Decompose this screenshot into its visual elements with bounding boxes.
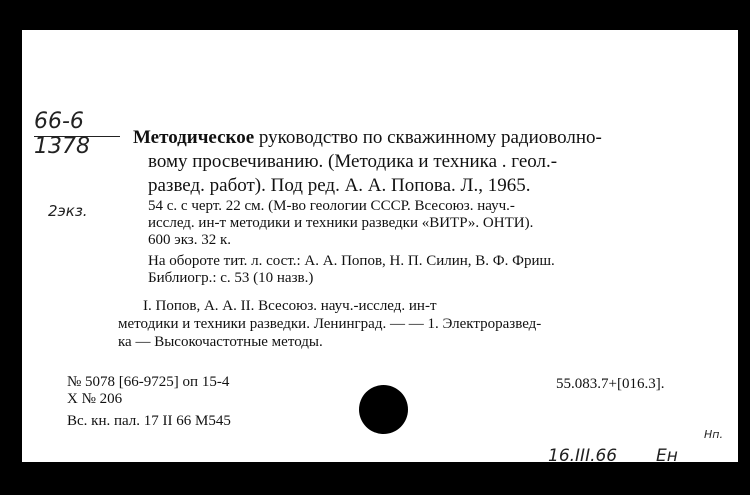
physical-line-1: 54 с. с черт. 22 см. (М-во геологии СССР. Всесоюз. науч.- — [148, 198, 515, 214]
shelfmark-top: 66-6 — [34, 109, 84, 134]
physical-line-3: 600 экз. 32 к. — [148, 232, 231, 248]
handwritten-date: 16.III.66 — [548, 446, 618, 466]
title-line-3: развед. работ). Под ред. А. А. Попова. Л., 1965. — [148, 175, 531, 196]
tracings-line-3: ка — Высокочастотные методы. — [118, 334, 323, 350]
card-number: № 5078 [66-9725] оп 15-4 — [67, 374, 230, 390]
title-line-1-rest: руководство по скважинному радиоволно- — [258, 127, 602, 148]
punch-hole — [359, 385, 408, 434]
shelfmark-bottom: 1378 — [34, 134, 90, 159]
copies-note: 2экз. — [48, 202, 88, 220]
title-line-1 — [133, 128, 602, 148]
handwritten-note: Нп. — [704, 428, 723, 441]
handwritten-initials: Ен — [656, 446, 678, 466]
tracings-line-2: методики и техники разведки. Ленинград. — — 1. Электроразвед- — [118, 316, 542, 332]
book-chamber-line: Вс. кн. пал. 17 II 66 М545 — [67, 413, 231, 429]
x-number: Х № 206 — [67, 391, 123, 407]
title-line-2: вому просвечиванию. (Методика и техника . геол.- — [148, 151, 558, 172]
udc-index: 55.083.7+[016.3]. — [556, 376, 665, 392]
notes-line-1: На обороте тит. л. сост.: А. А. Попов, Н. П. Силин, В. Ф. Фриш. — [148, 253, 555, 269]
tracings-line-1: I. Попов, А. А. II. Всесоюз. науч.-исслед. ин-т — [143, 298, 437, 314]
notes-line-2: Библиогр.: с. 53 (10 назв.) — [148, 270, 314, 286]
title-lead-word: Методическое — [133, 127, 255, 148]
physical-line-2: исслед. ин-т методики и техники разведки «ВИТР». ОНТИ). — [148, 215, 534, 231]
